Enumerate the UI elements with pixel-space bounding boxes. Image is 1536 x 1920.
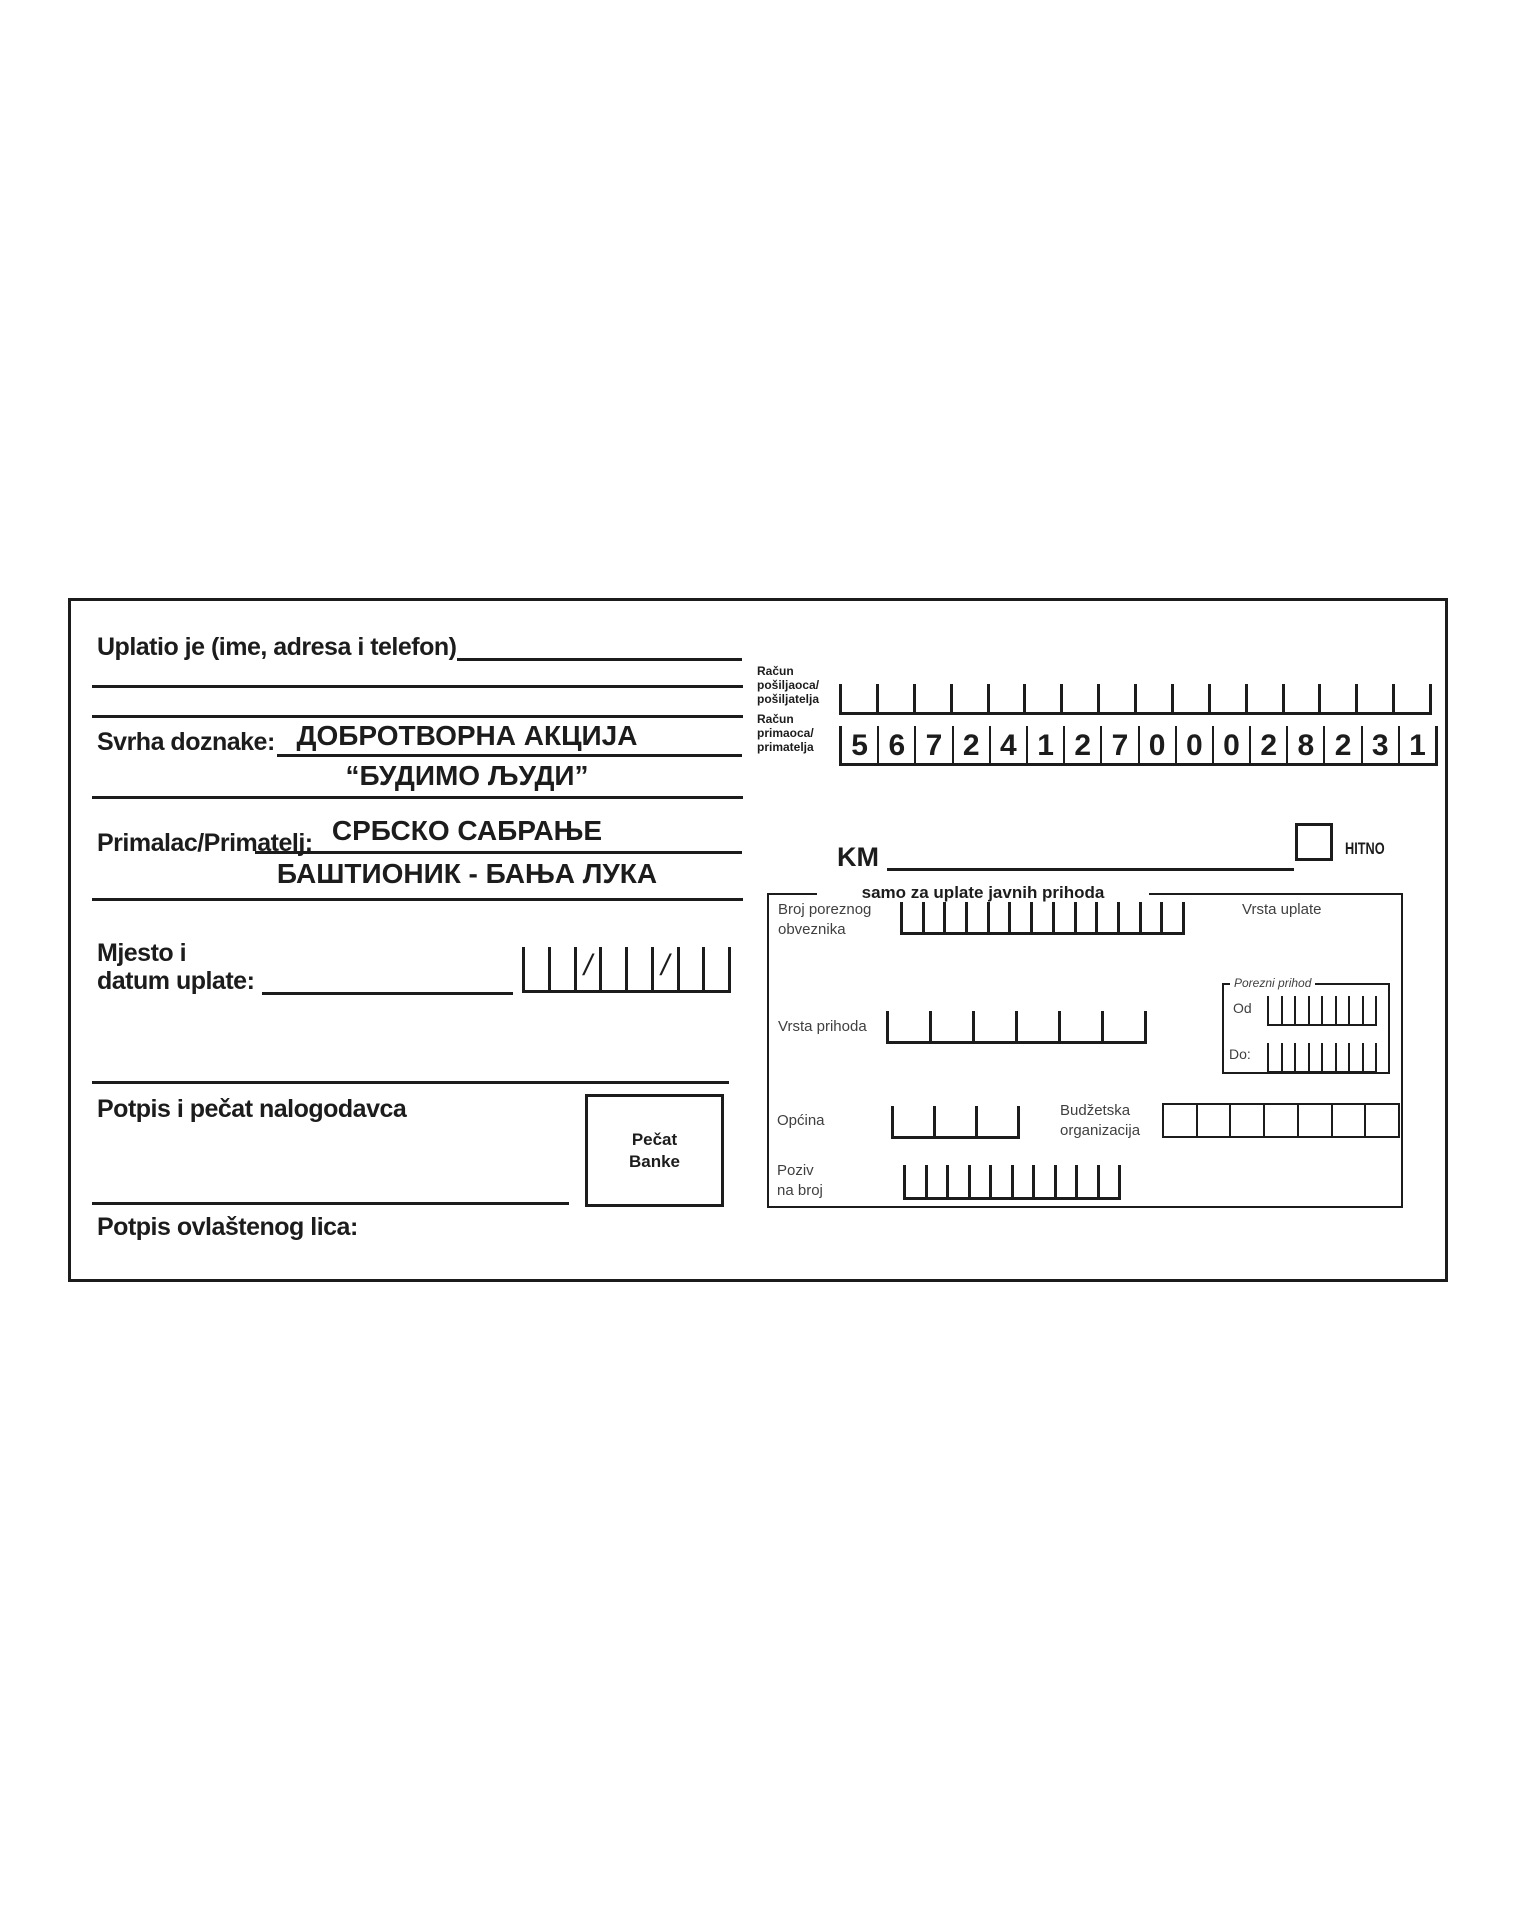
comb-cell[interactable] (1355, 684, 1392, 712)
comb-cell[interactable] (1281, 996, 1295, 1024)
account-digit: 1 (1409, 729, 1426, 762)
payer-write-line-1[interactable] (457, 658, 742, 661)
bank-stamp-box (585, 1094, 724, 1207)
comb-cell[interactable] (1160, 902, 1185, 932)
comb-cell[interactable] (1308, 996, 1322, 1024)
comb-cell[interactable] (1267, 996, 1281, 1024)
comb-cell[interactable] (1364, 1105, 1398, 1136)
comb-cell[interactable] (1171, 684, 1208, 712)
account-digit: 0 (1148, 729, 1166, 762)
comb-cell[interactable] (1294, 996, 1308, 1024)
date-cell[interactable] (522, 947, 548, 990)
account-digit-cell (877, 726, 914, 763)
reference-label-l2: na broj (777, 1182, 823, 1199)
account-digit-cell (1100, 726, 1137, 763)
tax-id-comb[interactable] (900, 902, 1185, 935)
comb-cell[interactable] (1335, 996, 1349, 1024)
account-digit: 2 (1334, 729, 1352, 762)
comb-cell[interactable] (1392, 684, 1432, 712)
date-cell[interactable] (677, 947, 703, 990)
comb-cell[interactable] (1075, 1165, 1097, 1197)
budget-org-label-l1: Budžetska (1060, 1102, 1131, 1119)
public-revenues-box (767, 883, 1403, 1208)
comb-cell[interactable] (891, 1106, 933, 1136)
comb-cell[interactable] (1294, 1043, 1308, 1071)
comb-cell[interactable] (933, 1106, 975, 1136)
comb-cell[interactable] (922, 902, 944, 932)
reference-label (777, 1161, 823, 1201)
comb-cell[interactable] (943, 902, 965, 932)
comb-cell[interactable] (1267, 1043, 1281, 1071)
currency-label: KM (837, 842, 879, 872)
purpose-value-line1: ДОБРОТВОРНА АКЦИЈА (296, 720, 638, 751)
account-digit-cell (914, 726, 951, 763)
comb-cell[interactable] (1139, 902, 1161, 932)
comb-cell[interactable] (1297, 1105, 1331, 1136)
public-revenues-title: samo za uplate javnih prihoda (817, 883, 1149, 903)
comb-cell[interactable] (1362, 1043, 1378, 1071)
payer-write-line-2[interactable] (92, 685, 743, 688)
comb-cell[interactable] (965, 902, 987, 932)
sender-account-label-l2: pošiljaoca/ (757, 678, 820, 692)
comb-cell[interactable] (989, 1165, 1011, 1197)
account-digit-cell (1323, 726, 1360, 763)
recipient-value-line2: БАШТИОНИК - БАЊА ЛУКА (276, 858, 658, 889)
comb-cell[interactable] (1060, 684, 1097, 712)
recipient-account-comb (839, 726, 1438, 766)
account-digit-cell (839, 726, 877, 763)
sender-account-label-l3: pošiljatelja (757, 692, 820, 706)
orderer-signature-top-line (92, 1081, 729, 1084)
tax-id-label-l2: obveznika (778, 921, 846, 938)
comb-cell[interactable] (839, 684, 876, 712)
urgent-label: HITNO (1345, 839, 1385, 858)
payment-slip-form (68, 598, 1448, 1282)
municipality-label: Općina (777, 1112, 825, 1129)
comb-cell[interactable] (946, 1165, 968, 1197)
account-digit-cell (1398, 726, 1438, 763)
account-digit-cell (1063, 726, 1100, 763)
comb-cell[interactable] (1281, 1043, 1295, 1071)
comb-cell[interactable] (1052, 902, 1074, 932)
comb-cell[interactable] (1208, 684, 1245, 712)
recipient-account-label-l3: primatelja (757, 740, 814, 754)
account-digit-cell (1361, 726, 1398, 763)
comb-cell[interactable] (1008, 902, 1030, 932)
comb-cell[interactable] (1308, 1043, 1322, 1071)
date-cell[interactable] (548, 947, 574, 990)
budget-org-boxes[interactable] (1162, 1103, 1400, 1138)
purpose-value-line2: “БУДИМО ЉУДИ” (345, 760, 589, 791)
comb-cell[interactable] (929, 1011, 972, 1041)
tax-revenue-to-label: Do: (1229, 1046, 1251, 1062)
payer-label: Uplatio je (ime, adresa i telefon) (97, 633, 457, 661)
comb-cell[interactable] (1331, 1105, 1365, 1136)
comb-cell[interactable] (1321, 996, 1335, 1024)
budget-org-label-l2: organizacija (1060, 1122, 1141, 1139)
comb-cell[interactable] (1196, 1105, 1230, 1136)
comb-cell[interactable] (968, 1165, 990, 1197)
municipality-comb[interactable] (891, 1106, 1020, 1139)
tax-id-label (778, 900, 871, 940)
comb-cell[interactable] (975, 1106, 1020, 1136)
recipient-account-label-l2: primaoca/ (757, 726, 814, 740)
purpose-bottom-line (92, 796, 743, 799)
revenue-type-label: Vrsta prihoda (778, 1018, 867, 1035)
account-digit: 1 (1037, 729, 1054, 762)
sender-account-comb[interactable] (839, 684, 1432, 715)
comb-cell[interactable] (1074, 902, 1096, 932)
comb-cell[interactable] (1097, 684, 1134, 712)
account-digit: 6 (888, 729, 906, 762)
date-cell[interactable] (625, 947, 651, 990)
tax-revenue-box (1222, 976, 1390, 1074)
date-slash: / (583, 949, 593, 982)
payer-write-line-3[interactable] (92, 715, 743, 718)
comb-cell[interactable] (972, 1011, 1015, 1041)
comb-cell[interactable] (1030, 902, 1052, 932)
recipient-bottom-line (92, 898, 743, 901)
account-digit: 4 (1000, 729, 1017, 762)
recipient-account-label (757, 712, 814, 754)
comb-cell[interactable] (1097, 1165, 1122, 1197)
date-comb-field[interactable] (522, 947, 731, 993)
place-write-line[interactable] (262, 992, 513, 995)
comb-cell[interactable] (925, 1165, 947, 1197)
comb-cell[interactable] (987, 684, 1024, 712)
account-digit-cell (1286, 726, 1323, 763)
comb-cell[interactable] (1015, 1011, 1058, 1041)
account-digit: 7 (925, 729, 943, 762)
tax-revenue-from-comb[interactable] (1267, 996, 1377, 1026)
comb-cell[interactable] (1263, 1105, 1297, 1136)
comb-cell[interactable] (1348, 1043, 1362, 1071)
date-cell[interactable] (702, 947, 731, 990)
recipient-value-line1: СРБСКО САБРАЊЕ (331, 815, 603, 846)
account-digit-cell (1175, 726, 1212, 763)
comb-cell[interactable] (913, 684, 950, 712)
authorized-signature-line[interactable] (92, 1202, 569, 1205)
purpose-label: Svrha doznake: (97, 728, 275, 756)
tax-revenue-title: Porezni prihod (1230, 976, 1315, 990)
comb-cell[interactable] (1245, 684, 1282, 712)
date-cell[interactable] (599, 947, 625, 990)
tax-revenue-to-comb[interactable] (1267, 1043, 1377, 1073)
account-digit-cell (1249, 726, 1286, 763)
bank-stamp-line2: Banke (628, 1151, 681, 1171)
comb-cell[interactable] (1095, 902, 1117, 932)
comb-cell[interactable] (1134, 684, 1171, 712)
bank-stamp-line1: Pečat (631, 1129, 678, 1149)
reference-comb[interactable] (903, 1165, 1121, 1200)
comb-cell[interactable] (1164, 1105, 1196, 1136)
sender-account-label-l1: Račun (757, 664, 794, 678)
recipient-underline (255, 851, 742, 854)
tax-id-label-l1: Broj poreznog (778, 901, 872, 918)
comb-cell[interactable] (987, 902, 1009, 932)
orderer-signature-label: Potpis i pečat nalogodavca (97, 1095, 407, 1123)
account-digit: 2 (962, 729, 980, 762)
payment-type-label: Vrsta uplate (1242, 901, 1322, 918)
date-cell[interactable] (574, 947, 600, 990)
recipient-account-label-l1: Račun (757, 712, 794, 726)
comb-cell[interactable] (1229, 1105, 1263, 1136)
comb-cell[interactable] (1335, 1043, 1349, 1071)
account-digit: 7 (1111, 729, 1129, 762)
account-digit: 5 (851, 729, 868, 762)
account-digit-cell (952, 726, 989, 763)
account-digit-cell (1138, 726, 1175, 763)
comb-cell[interactable] (1117, 902, 1139, 932)
place-date-label-line1: Mjesto i (97, 939, 187, 967)
reference-label-l1: Poziv (777, 1162, 814, 1179)
comb-cell[interactable] (886, 1011, 929, 1041)
comb-cell[interactable] (1318, 684, 1355, 712)
comb-cell[interactable] (903, 1165, 925, 1197)
tax-revenue-from-label: Od (1233, 1000, 1252, 1016)
comb-cell[interactable] (950, 684, 987, 712)
account-digit: 3 (1371, 729, 1389, 762)
comb-cell[interactable] (1032, 1165, 1054, 1197)
account-digit: 0 (1223, 729, 1240, 762)
comb-cell[interactable] (1348, 996, 1362, 1024)
account-digit: 2 (1260, 729, 1277, 762)
account-digit-cell (989, 726, 1026, 763)
account-digit-cell (1026, 726, 1063, 763)
comb-cell[interactable] (900, 902, 922, 932)
comb-cell[interactable] (1058, 1011, 1101, 1041)
comb-cell[interactable] (876, 684, 913, 712)
place-date-label-line2: datum uplate: (97, 967, 255, 995)
authorized-signature-label: Potpis ovlaštenog lica: (97, 1213, 358, 1241)
comb-cell[interactable] (1282, 684, 1319, 712)
revenue-type-comb[interactable] (886, 1011, 1147, 1044)
recipient-label: Primalac/Primatelj: (97, 829, 313, 857)
urgent-checkbox[interactable] (1295, 823, 1333, 861)
comb-cell[interactable] (1011, 1165, 1033, 1197)
date-slash: / (660, 949, 670, 982)
comb-cell[interactable] (1101, 1011, 1147, 1041)
account-digit: 8 (1297, 729, 1315, 762)
account-digit: 0 (1185, 729, 1203, 762)
account-digit-cell (1212, 726, 1249, 763)
purpose-underline (277, 754, 742, 757)
account-digit: 2 (1074, 729, 1092, 762)
comb-cell[interactable] (1321, 1043, 1335, 1071)
date-cell[interactable] (651, 947, 677, 990)
comb-cell[interactable] (1362, 996, 1378, 1024)
comb-cell[interactable] (1023, 684, 1060, 712)
amount-write-line[interactable] (887, 868, 1294, 871)
sender-account-label (757, 664, 819, 706)
budget-org-label (1060, 1101, 1140, 1141)
comb-cell[interactable] (1054, 1165, 1076, 1197)
